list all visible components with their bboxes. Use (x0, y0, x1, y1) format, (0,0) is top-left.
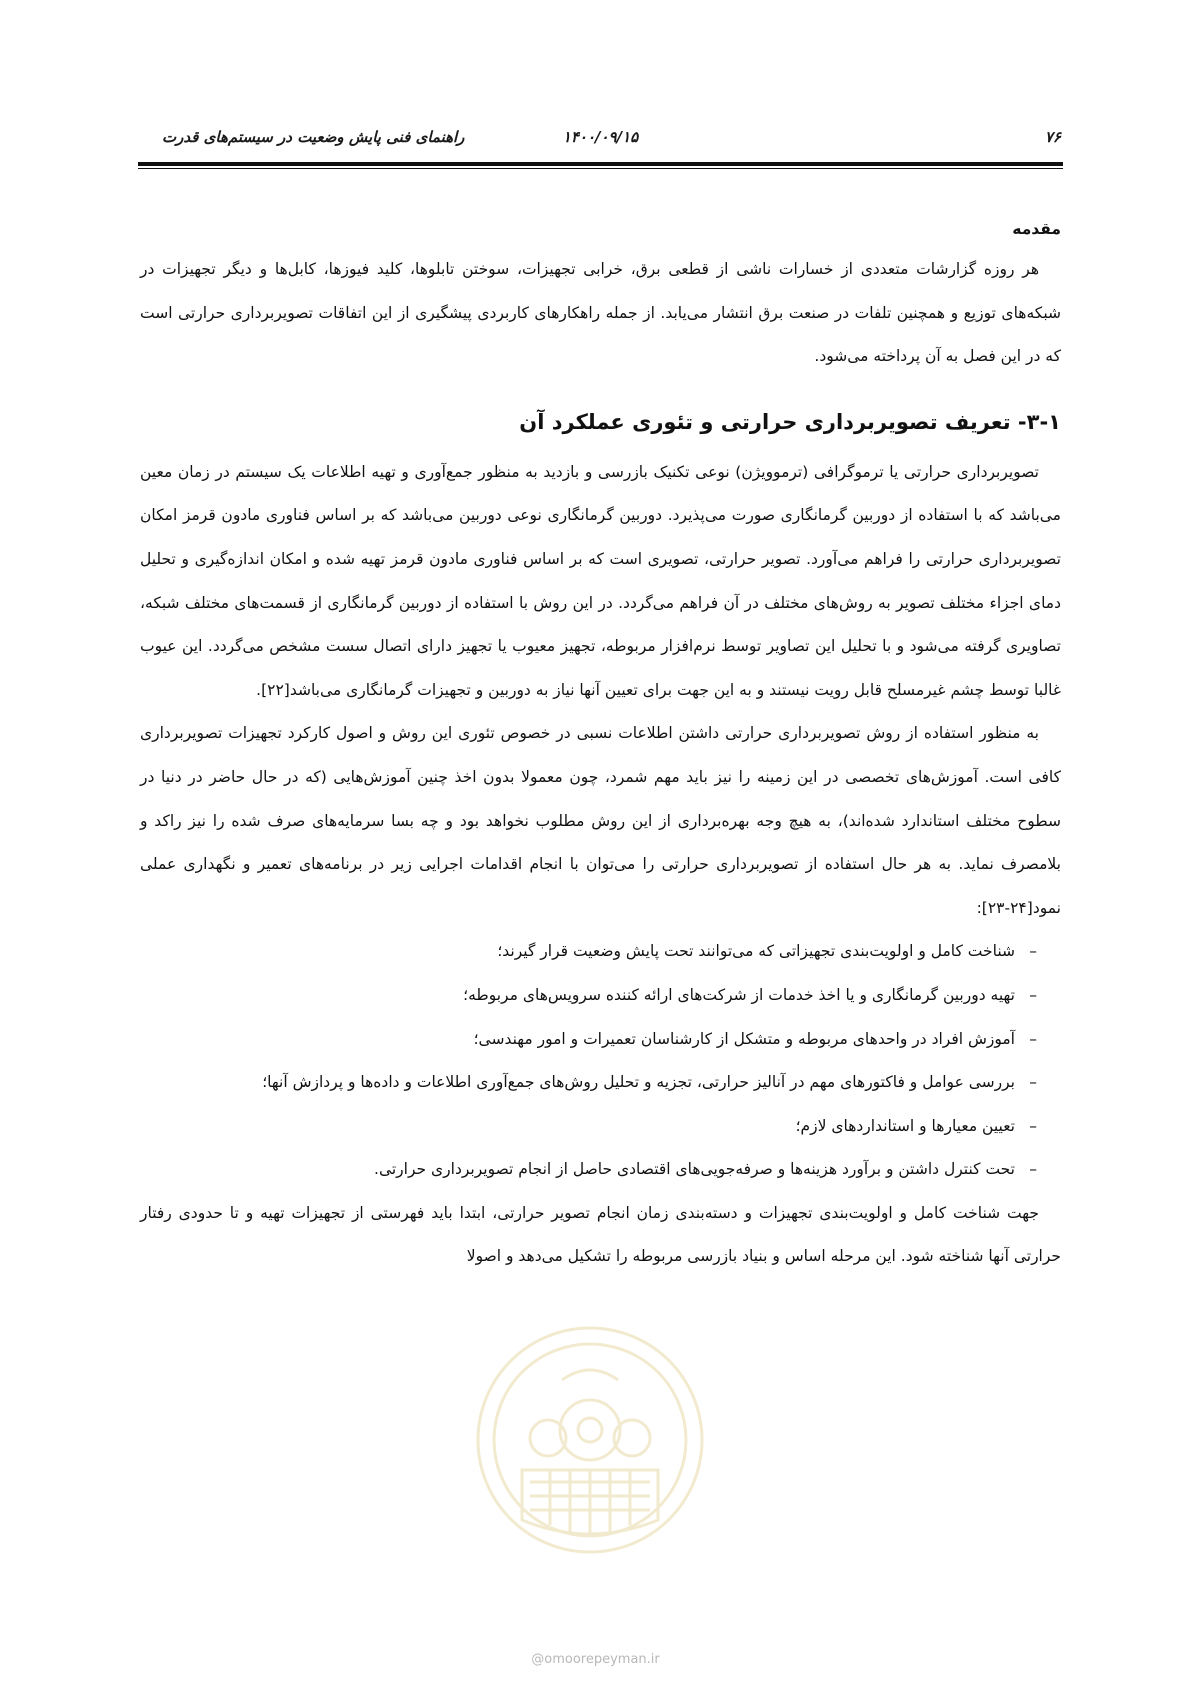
bullet-dash: – (1029, 1160, 1037, 1179)
header-date: ۱۴۰۰/۰۹/۱۵ (562, 128, 639, 146)
intro-heading: مقدمه (1012, 220, 1061, 238)
bullet-dash: – (1029, 1073, 1037, 1092)
bullet-dash: – (1029, 985, 1037, 1004)
bullet-dash: – (1029, 1116, 1037, 1135)
list-item-text: بررسی عوامل و فاکتورهای مهم در آنالیز حرارتی، تجزیه و تحلیل روش‌های جمع‌آوری اطلاعات و داده‌ها و پردازش آنها؛ (262, 1073, 1015, 1092)
section-paragraph-1: تصویربرداری حرارتی یا ترموگرافی (ترموویژن) نوعی تکنیک بازرسی و بازدید به منظور جمع‌آوری و تهیه اطلاعات یک سیستم در زمان معین می‌باشد که با استفاده از دوربین گرمانگاری صورت می‌پذیرد. دوربین گرمانگاری نوعی دوربین می‌باشد که بر اساس فناوری مادون قرمز امکان تصویربرداری حرارتی را فراهم می‌آورد. تصویر حرارتی، تصویری است که بر اساس فناوری مادون قرمز تهیه شده و امکان اندازه‌گیری و تحلیل دمای اجزاء مختلف تصویر به روش‌های مختلف در آن فراهم می‌گردد. در این روش با استفاده از دوربین گرمانگاری از قسمت‌های مختلف شبکه، تصاویری گرفته می‌شود و با تحلیل این تصاویر توسط نرم‌افزار مربوطه، تجهیز معیوب یا تجهیز دارای اتصال سست مشخص می‌گردد. این عیوب غالبا توسط چشم غیرمسلح قابل رویت نیستند و به این جهت برای تعیین آنها نیاز به دوربین و تجهیزات گرمانگاری می‌باشد[۲۲]. (140, 462, 1061, 699)
list-item (140, 1018, 1037, 1062)
page-number: ۷۶ (1044, 128, 1061, 146)
watermark-seal-icon (470, 1320, 710, 1560)
bullet-dash: – (1029, 942, 1037, 961)
list-item (140, 974, 1037, 1018)
section-paragraph-2: به منظور استفاده از روش تصویربرداری حرارتی داشتن اطلاعات نسبی در خصوص تئوری این روش و اصول کارکرد تجهیزات تصویربرداری کافی است. آموزش‌های تخصصی در این زمینه را نیز باید مهم شمرد، چون معمولا بدون اخذ چنین آموزش‌هایی (که در حال حاضر در دنیا در سطوح مختلف استاندارد شده‌اند)، به هیچ وجه بهره‌برداری از این روش مطلوب نخواهد بود و چه بسا سرمایه‌های صرف شده را نیز راکد و بلامصرف نماید. به هر حال استفاده از تصویربرداری حرارتی را می‌توان با انجام اقدامات اجرایی زیر در برنامه‌های تعمیر و نگهداری عملی نمود[۲۴-۲۳]: (140, 724, 1061, 917)
list-item (140, 1061, 1037, 1105)
section-paragraph-3: جهت شناخت کامل و اولویت‌بندی تجهیزات و دسته‌بندی زمان انجام تصویر حرارتی، ابتدا باید فهرستی از تجهیزات تهیه و تا حدودی رفتار حرارتی آنها شناخته شود. این مرحله اساس و بنیاد بازرسی مربوطه را تشکیل می‌دهد و اصولا (140, 1203, 1061, 1266)
header-rule-thin (138, 168, 1063, 169)
header-title: راهنمای فنی پایش وضعیت در سیستم‌های قدرت (162, 128, 465, 146)
list-item (140, 1148, 1037, 1192)
list-item-text: تهیه دوربین گرمانگاری و یا اخذ خدمات از شرکت‌های ارائه کننده سرویس‌های مربوطه؛ (463, 985, 1015, 1004)
bullet-list (140, 930, 1061, 1192)
list-item-text: شناخت کامل و اولویت‌بندی تجهیزاتی که می‌توانند تحت پایش وضعیت قرار گیرند؛ (497, 942, 1015, 961)
bullet-dash: – (1029, 1029, 1037, 1048)
list-item-text: آموزش افراد در واحدهای مربوطه و متشکل از کارشناسان تعمیرات و امور مهندسی؛ (473, 1029, 1015, 1048)
section-heading: ۳-۱- تعریف تصویربرداری حرارتی و تئوری عملکرد آن (519, 409, 1061, 434)
list-item-text: تعیین معیارها و استانداردهای لازم؛ (795, 1116, 1015, 1135)
list-item (140, 930, 1037, 974)
list-item-text: تحت کنترل داشتن و برآورد هزینه‌ها و صرفه‌جویی‌های اقتصادی حاصل از انجام تصویربرداری حرارتی. (374, 1160, 1015, 1179)
list-item (140, 1105, 1037, 1149)
intro-paragraph: هر روزه گزارشات متعددی از خسارات ناشی از قطعی برق، خرابی تجهیزات، سوختن تابلوها، کلید فیوزها، کابل‌ها و دیگر تجهیزات در شبکه‌های توزیع و همچنین تلفات در صنعت برق انتشار می‌یابد. از جمله راهکارهای کاربردی پیشگیری از این اتفاقات تصویربرداری حرارتی است که در این فصل به آن پرداخته می‌شود. (140, 260, 1061, 366)
page-content (140, 214, 1061, 1279)
page-header (138, 128, 1063, 154)
header-rule-thick (138, 162, 1063, 166)
watermark-url: @omoorepeyman.ir (531, 1652, 660, 1667)
